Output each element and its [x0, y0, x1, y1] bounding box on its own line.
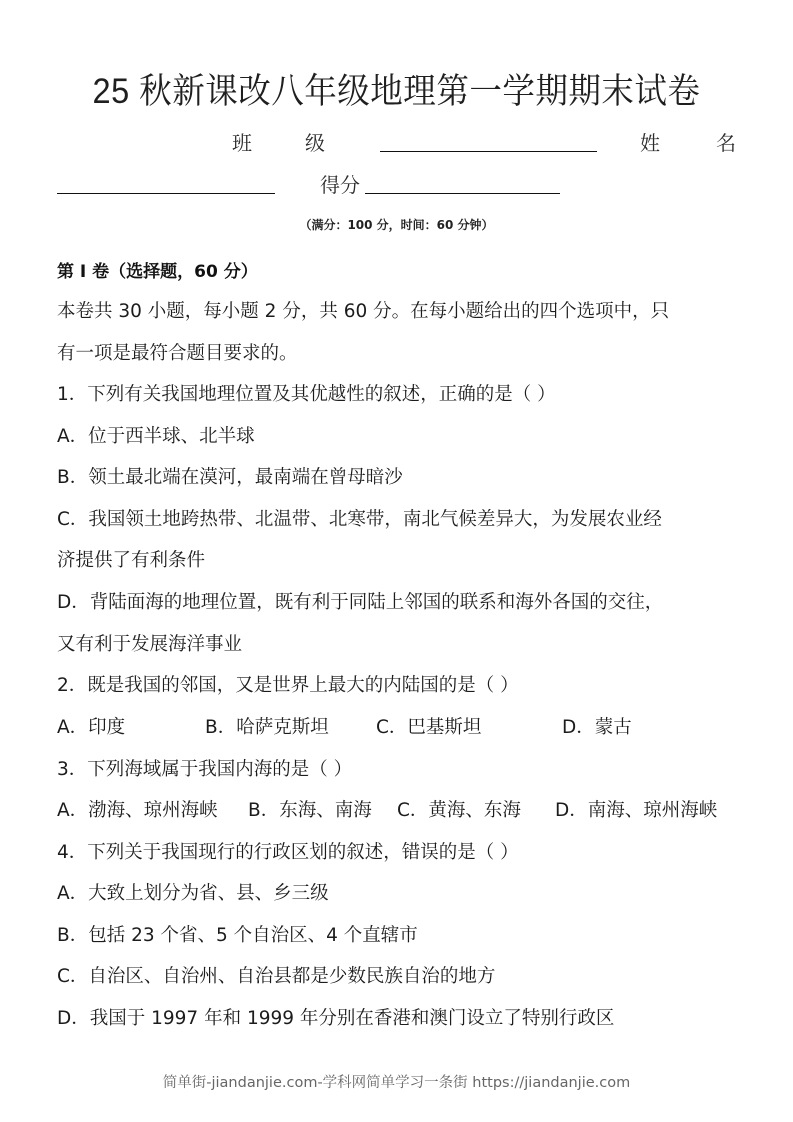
section-instructions-line-2: 有一项是最符合题目要求的。 — [57, 343, 298, 364]
question-4-stem: 4．下列关于我国现行的行政区划的叙述，错误的是（ ） — [57, 842, 519, 863]
class-input-line[interactable] — [380, 151, 597, 152]
question-3-option-d: D．南海、琼州海峡 — [555, 800, 718, 821]
class-label-char-1: 班 — [232, 131, 252, 155]
question-4-option-c: C．自治区、自治州、自治县都是少数民族自治的地方 — [57, 966, 496, 987]
name-label-char-2: 名 — [716, 131, 736, 155]
question-2-option-d: D．蒙古 — [562, 717, 632, 738]
score-label: 得分 — [320, 173, 360, 197]
section-heading: 第 I 卷（选择题，60 分） — [57, 262, 258, 282]
question-2-option-a: A．印度 — [57, 717, 126, 738]
footer-watermark: 简单街-jiandanjie.com-学科网简单学习一条街 https://jiandanjie.com — [162, 1075, 631, 1091]
question-1-option-d: D．背陆面海的地理位置，既有利于同陆上邻国的联系和海外各国的交往， — [57, 592, 664, 613]
question-4-option-a: A．大致上划分为省、县、乡三级 — [57, 883, 329, 904]
score-input-line[interactable] — [365, 193, 560, 194]
name-input-line[interactable] — [57, 193, 275, 194]
question-3-option-c: C．黄海、东海 — [397, 800, 521, 821]
question-1-option-d-cont: 又有利于发展海洋事业 — [57, 634, 243, 655]
question-2-option-c: C．巴基斯坦 — [376, 717, 482, 738]
question-3-stem: 3．下列海域属于我国内海的是（ ） — [57, 759, 353, 780]
class-label-char-2: 级 — [305, 131, 325, 155]
question-4-option-d: D．我国于 1997 年和 1999 年分别在香港和澳门设立了特别行政区 — [57, 1008, 615, 1029]
question-1-option-a: A．位于西半球、北半球 — [57, 426, 255, 447]
question-4-option-b: B．包括 23 个省、5 个自治区、4 个直辖市 — [57, 925, 418, 946]
section-instructions-line-1: 本卷共 30 小题，每小题 2 分，共 60 分。在每小题给出的四个选项中，只 — [57, 301, 670, 322]
question-1-option-c: C．我国领土地跨热带、北温带、北寒带，南北气候差异大，为发展农业经 — [57, 509, 662, 530]
question-2-stem: 2．既是我国的邻国，又是世界上最大的内陆国的是（ ） — [57, 675, 519, 696]
question-1-option-b: B．领土最北端在漠河，最南端在曾母暗沙 — [57, 467, 403, 488]
question-1-stem: 1．下列有关我国地理位置及其优越性的叙述，正确的是（ ） — [57, 384, 556, 405]
question-1-option-c-cont: 济提供了有利条件 — [57, 550, 206, 571]
exam-title: 25 秋新课改八年级地理第一学期期末试卷 — [92, 72, 701, 111]
question-3-option-b: B．东海、南海 — [248, 800, 372, 821]
question-3-option-a: A．渤海、琼州海峡 — [57, 800, 218, 821]
name-label-char-1: 姓 — [640, 131, 660, 155]
question-2-option-b: B．哈萨克斯坦 — [205, 717, 329, 738]
exam-note: （满分：100 分，时间：60 分钟） — [299, 218, 494, 232]
